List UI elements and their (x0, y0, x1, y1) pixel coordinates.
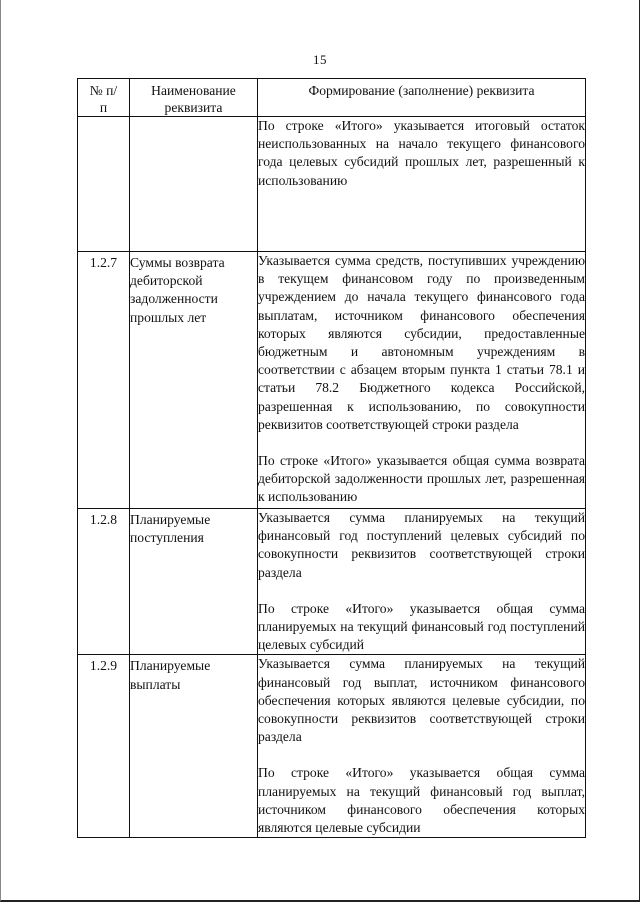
row-name: Суммы возврата дебиторской задолженности прошлых лет (130, 252, 258, 509)
row-description (258, 117, 586, 252)
description-paragraph: По строке «Итого» указывается общая сумма планируемых на текущий финансовый год поступлений целевых субсидий (258, 600, 585, 653)
requisites-table (77, 78, 586, 838)
description-paragraph: Указывается сумма планируемых на текущий финансовый год поступлений целевых субсидий по совокупности реквизитов соответствующей строки раздела (258, 510, 585, 580)
description-paragraph: По строке «Итого» указывается общая сумма возврата дебиторской задолженности прошлых лет, разрешенная к использованию (258, 453, 585, 505)
row-name (130, 117, 258, 252)
table-row (78, 509, 586, 655)
row-number: 1.2.8 (78, 509, 130, 655)
row-description (258, 655, 586, 838)
table-header-row (78, 79, 586, 117)
header-number (78, 79, 130, 117)
row-number (78, 117, 130, 252)
header-name-label: Наименование реквизита (151, 83, 236, 115)
row-name: Планируемые поступления (130, 509, 258, 655)
table-row (78, 655, 586, 838)
description-paragraph: Указывается сумма средств, поступивших учреждению в текущем финансовом году по произведенным учреждением до начала текущего финансового года выплатам, источником финансового обеспечения которых являются субсидии, предоставленные бюджетным и автономным учреждениям в соответствии с абзацем вторым пункта 1 статьи 78.1 и статьи 78.2 Бюджетного кодекса Российской, разрешенная к использованию, по совокупности реквизитов соответствующей строки раздела (258, 253, 585, 432)
row-description (258, 252, 586, 509)
row-name: Планируемые выплаты (130, 655, 258, 838)
row-description (258, 509, 586, 655)
header-number-label: № п/п (89, 83, 118, 115)
description-paragraph: По строке «Итого» указывается итоговый остаток неиспользованных на начало текущего финансового года целевых субсидий прошлых лет, разрешенный к использованию (258, 118, 585, 188)
row-number: 1.2.9 (78, 655, 130, 838)
row-number: 1.2.7 (78, 252, 130, 509)
page-number: 15 (313, 52, 327, 67)
table-row (78, 252, 586, 509)
description-paragraph: Указывается сумма планируемых на текущий финансовый год выплат, источником финансового обеспечения которых являются целевые субсидии, по совокупности реквизитов соответствующей строки раздела (258, 656, 585, 745)
description-paragraph: По строке «Итого» указывается общая сумма планируемых на текущий финансовый год выплат, источником финансового обеспечения которых являются целевые субсидии (258, 765, 585, 836)
header-name (130, 79, 258, 117)
header-description (258, 79, 586, 117)
header-description-label: Формирование (заполнение) реквизита (308, 83, 535, 98)
table-row (78, 117, 586, 252)
